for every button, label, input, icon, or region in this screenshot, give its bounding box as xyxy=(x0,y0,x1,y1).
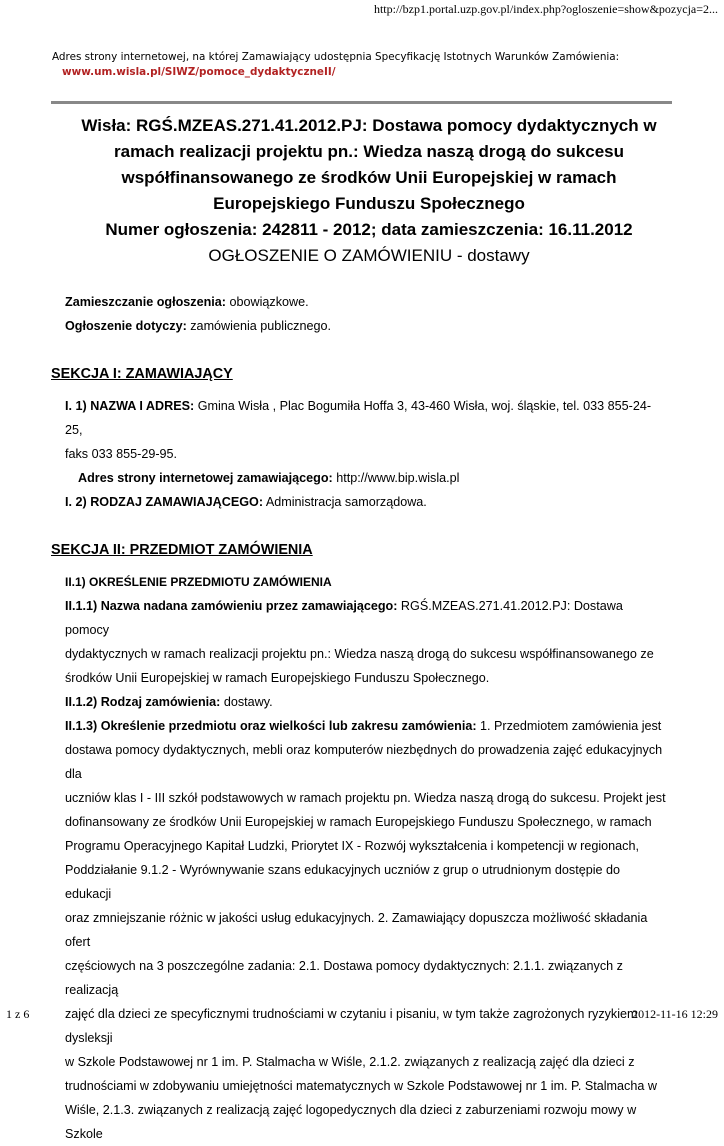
announcement-title xyxy=(52,113,686,269)
order-scope-label: II.1.3) Określenie przedmiotu oraz wielkości lub zakresu zamówienia: xyxy=(65,719,477,733)
siwz-notice xyxy=(52,50,692,80)
title-line-3: współfinansowanego ze środków Unii Europejskiej w ramach xyxy=(121,168,617,187)
print-header-url: http://bzp1.portal.uzp.gov.pl/index.php?ogloszenie=show&pozycja=2... xyxy=(373,2,718,16)
concerns-value: zamówienia publicznego. xyxy=(186,319,331,333)
order-name-line-2: dydaktycznych w ramach realizacji projektu pn.: Wiedza naszą drogą do sukcesu współfinansowanego ze xyxy=(65,647,654,661)
scope-line: Wiśle, 2.1.3. związanych z realizacją zajęć logopedycznych dla dzieci z zaburzeniami rozwoju mowy w Szkole xyxy=(65,1103,637,1141)
ordering-party-name-value: Gmina Wisła , Plac Bogumiła Hoffa 3, 43-460 Wisła, woj. śląskie, tel. 033 855-24-25, xyxy=(65,399,652,437)
order-name-line-3: środków Unii Europejskiej w ramach Europejskiego Funduszu Społecznego. xyxy=(65,671,490,685)
section-2-heading: SEKCJA II: PRZEDMIOT ZAMÓWIENIA xyxy=(51,542,313,558)
ordering-party-type-label: I. 2) RODZAJ ZAMAWIAJĄCEGO: xyxy=(65,495,264,509)
order-name-row xyxy=(65,594,667,642)
placement-row xyxy=(65,290,667,314)
order-kind-label: II.1.2) Rodzaj zamówienia: xyxy=(65,695,221,709)
ordering-party-web-row xyxy=(78,466,667,490)
ordering-party-name-label: I. 1) NAZWA I ADRES: xyxy=(65,399,195,413)
scope-line: częściowych na 3 poszczególne zadania: 2.1. Dostawa pomocy dydaktycznych: 2.1.1. związanych z realizacją xyxy=(65,959,623,997)
title-line-4: Europejskiego Funduszu Społecznego xyxy=(213,194,525,213)
print-footer-page: 1 z 6 xyxy=(6,1007,30,1021)
siwz-notice-label: Adres strony internetowej, na której Zamawiający udostępnia Specyfikację Istotnych Warunków Zamówienia: xyxy=(52,51,620,63)
order-name-value: RGŚ.MZEAS.271.41.2012.PJ: Dostawa pomocy xyxy=(65,599,623,637)
announcement-body xyxy=(51,290,667,1146)
ordering-party-web-value[interactable]: http://www.bip.wisla.pl xyxy=(332,471,460,485)
announcement-number: Numer ogłoszenia: 242811 - 2012; data zamieszczenia: 16.11.2012 xyxy=(105,220,633,239)
order-scope-value: 1. Przedmiotem zamówienia jest xyxy=(476,719,662,733)
ordering-party-type-value: Administracja samorządowa. xyxy=(263,495,427,509)
order-kind-value: dostawy. xyxy=(220,695,273,709)
concerns-row xyxy=(65,314,667,338)
scope-line: uczniów klas I - III szkół podstawowych w ramach projektu pn. Wiedza naszą drogą do sukcesu. Projekt jest xyxy=(65,791,666,805)
ordering-party-type-row xyxy=(65,490,667,514)
title-line-2: ramach realizacji projektu pn.: Wiedza naszą drogą do sukcesu xyxy=(114,142,624,161)
placement-label: Zamieszczanie ogłoszenia: xyxy=(65,295,226,309)
print-footer-datetime: 2012-11-16 12:29 xyxy=(632,1007,718,1021)
announcement-subtitle: OGŁOSZENIE O ZAMÓWIENIU - dostawy xyxy=(208,246,530,265)
scope-line: zajęć dla dzieci ze specyficznymi trudnościami w czytaniu i pisaniu, w tym także zagrożonych ryzykiem dysleksji xyxy=(65,1007,638,1045)
title-line-1: Wisła: RGŚ.MZEAS.271.41.2012.PJ: Dostawa pomocy dydaktycznych w xyxy=(81,116,657,135)
scope-line: trudnościami w zdobywaniu umiejętności matematycznych w Szkole Podstawowej nr 1 im. P. Stalmacha w xyxy=(65,1079,657,1093)
ordering-party-fax: faks 033 855-29-95. xyxy=(65,447,178,461)
scope-line: w Szkole Podstawowej nr 1 im. P. Stalmacha w Wiśle, 2.1.2. związanych z realizacją zajęć dla dzieci z xyxy=(65,1055,635,1069)
placement-value: obowiązkowe. xyxy=(225,295,309,309)
siwz-link[interactable]: www.um.wisla.pl/SIWZ/pomoce_dydaktyczneII/ xyxy=(62,66,336,78)
scope-line: dostawa pomocy dydaktycznych, mebli oraz komputerów niezbędnych do prowadzenia zajęć edukacyjnych dla xyxy=(65,743,663,781)
scope-line: Programu Operacyjnego Kapitał Ludzki, Priorytet IX - Rozwój wykształcenia i kompetencji w regionach, xyxy=(65,839,639,853)
subject-definition-heading: II.1) OKREŚLENIE PRZEDMIOTU ZAMÓWIENIA xyxy=(65,575,332,589)
scope-line: oraz zmniejszanie różnic w jakości usług edukacyjnych. 2. Zamawiający dopuszcza możliwość składania ofert xyxy=(65,911,648,949)
ordering-party-name-row xyxy=(65,394,667,442)
scope-line: Poddziałanie 9.1.2 - Wyrównywanie szans edukacyjnych uczniów z grup o utrudnionym dostępie do edukacji xyxy=(65,863,621,901)
order-name-label: II.1.1) Nazwa nadana zamówieniu przez zamawiającego: xyxy=(65,599,398,613)
section-1-heading: SEKCJA I: ZAMAWIAJĄCY xyxy=(51,366,233,382)
ordering-party-web-label: Adres strony internetowej zamawiającego: xyxy=(78,471,333,485)
concerns-label: Ogłoszenie dotyczy: xyxy=(65,319,187,333)
order-scope-row xyxy=(65,714,667,738)
order-kind-row xyxy=(65,690,667,714)
header-divider xyxy=(51,101,672,104)
scope-line: dofinansowany ze środków Unii Europejskiej w ramach Europejskiego Funduszu Społecznego, w ramach xyxy=(65,815,652,829)
